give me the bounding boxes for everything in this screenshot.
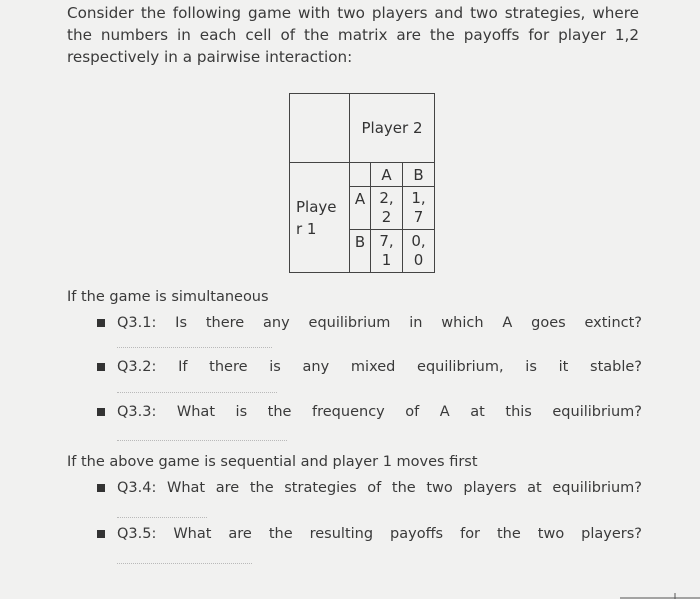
bullet-icon [97,530,105,538]
answer-line [117,563,252,564]
row-b-header: B [350,230,371,273]
player1-header [290,163,350,273]
question-q3-1 [97,313,642,333]
payoff-a-b-value: 1, 7 [411,189,426,226]
payoff-matrix [289,93,435,273]
answer-line [117,440,287,441]
question-text: Q3.4: What are the strategies of the two players at equilibrium? [117,480,642,496]
col-a-header: A [371,163,403,187]
question-text: Q3.1: Is there any equilibrium in which A goes extinct? [117,315,642,331]
player1-label: Playe r 1 [296,197,337,238]
row-a-header: A [350,187,371,230]
payoff-a-a [371,187,403,230]
question-q3-5 [97,524,642,544]
player2-label: Player 2 [361,118,423,137]
col-b-header: B [403,163,435,187]
matrix-blank-cell [290,94,350,163]
answer-line [117,347,272,348]
simultaneous-heading: If the game is simultaneous [67,289,269,305]
answer-line [117,517,207,518]
player2-header [350,94,435,163]
payoff-a-a-value: 2, 2 [379,189,394,226]
question-q3-2 [97,357,642,377]
payoff-b-a [371,230,403,273]
payoff-a-b [403,187,435,230]
answer-line [117,392,277,393]
bullet-icon [97,363,105,371]
sequential-heading: If the above game is sequential and player 1 moves first [67,454,478,470]
payoff-b-b-value: 0, 0 [411,232,426,269]
payoff-b-b [403,230,435,273]
question-q3-4 [97,478,642,498]
payoff-b-a-value: 7, 1 [379,232,394,269]
intro-text: Consider the following game with two players and two strategies, where the numbers in each cell of the matrix are the payoffs for player 1,2 respectively in a pairwise interaction: [67,4,639,66]
question-text: Q3.3: What is the frequency of A at this equilibrium? [117,404,642,420]
question-q3-3 [97,402,642,422]
bullet-icon [97,484,105,492]
question-text: Q3.5: What are the resulting payoffs for the two players? [117,526,642,542]
scroll-edge-mark [620,593,700,599]
corner-cell [350,163,371,187]
question-text: Q3.2: If there is any mixed equilibrium, is it stable? [117,359,642,375]
bullet-icon [97,408,105,416]
bullet-icon [97,319,105,327]
